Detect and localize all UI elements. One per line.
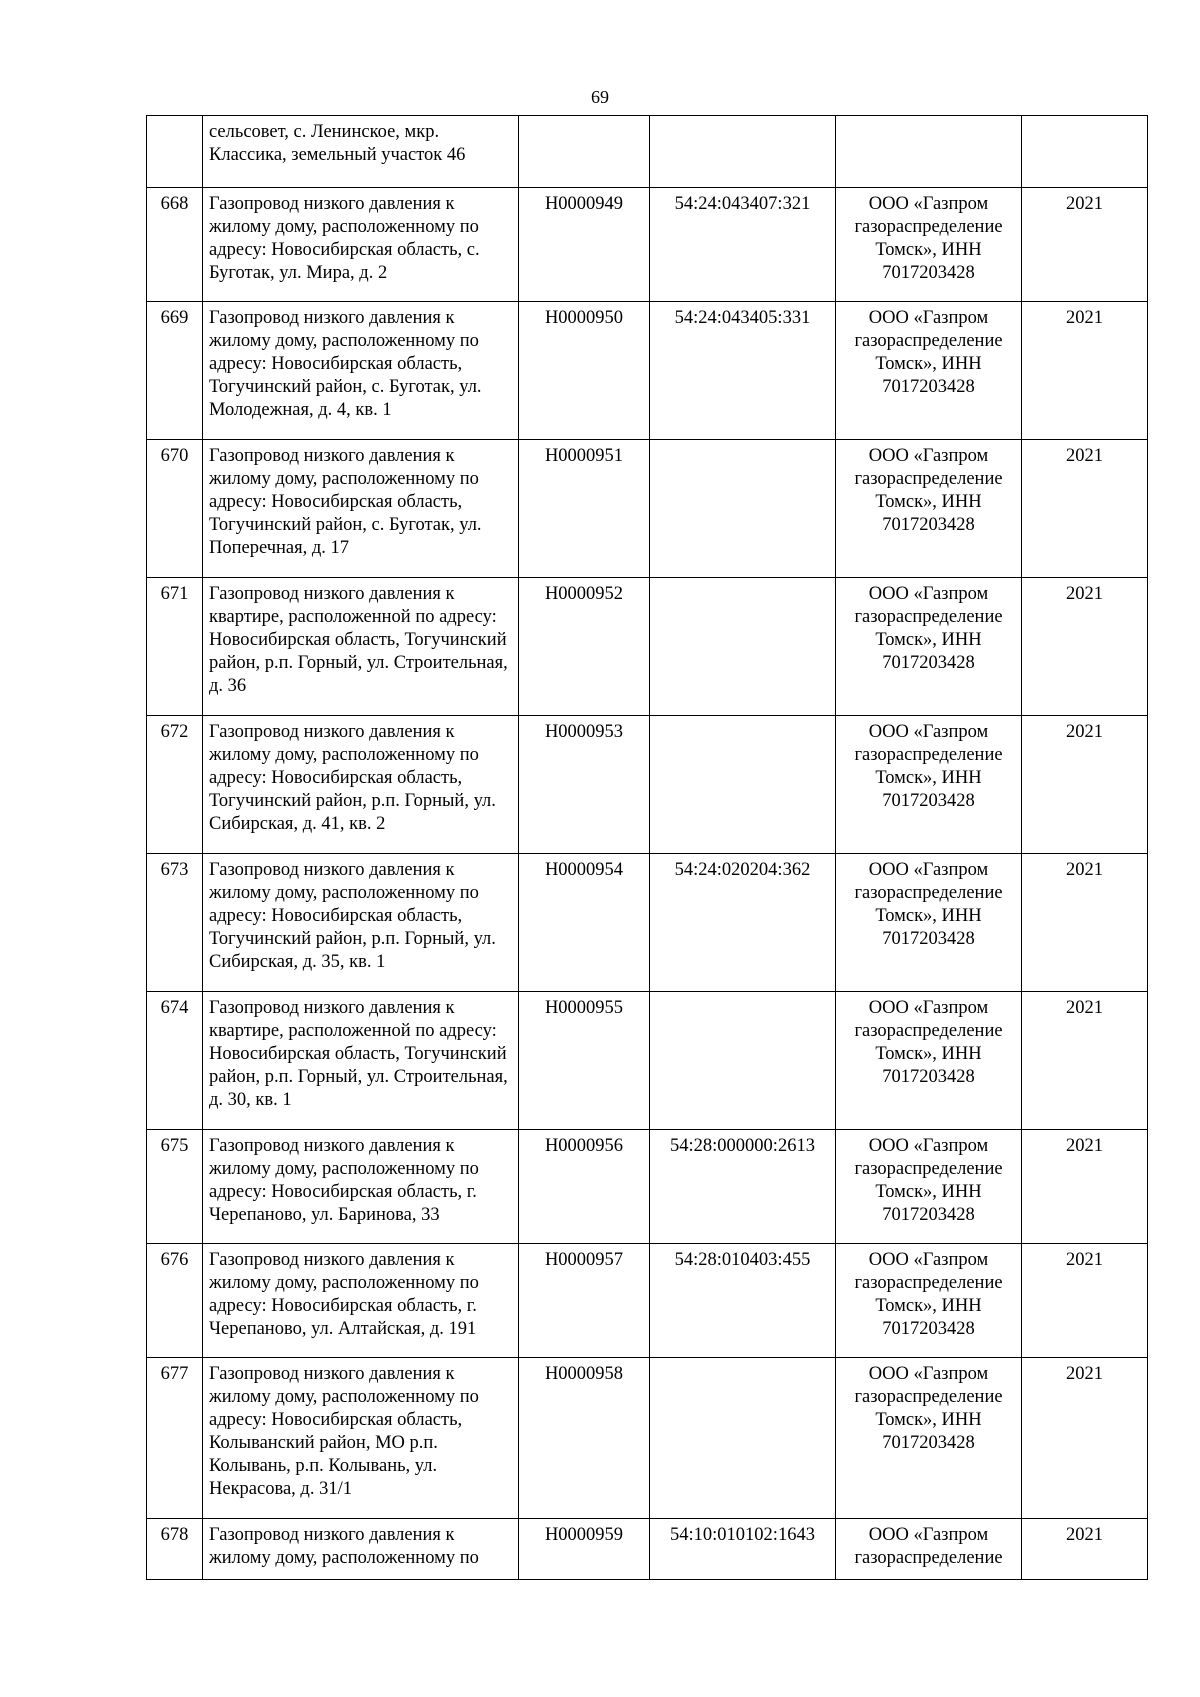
inventory-number: Н0000956 xyxy=(519,1130,650,1244)
table-row xyxy=(147,1244,1148,1358)
table-row xyxy=(147,440,1148,578)
row-number: 668 xyxy=(147,188,203,302)
inventory-number: Н0000955 xyxy=(519,992,650,1130)
cadastral-number: 54:28:000000:2613 xyxy=(650,1130,836,1244)
object-name: Газопровод низкого давления к жилому дому, расположенному по адресу: Новосибирская область, с. Буготак, ул. Мира, д. 2 xyxy=(203,188,519,302)
owner xyxy=(836,116,1022,188)
year: 2021 xyxy=(1022,1130,1148,1244)
object-name: Газопровод низкого давления к жилому дому, расположенному по адресу: Новосибирская область, Колыванский район, МО р.п. Колывань, р.п. Колывань, ул. Некрасова, д. 31/1 xyxy=(203,1358,519,1519)
cadastral-number: 54:24:043405:331 xyxy=(650,302,836,440)
year: 2021 xyxy=(1022,302,1148,440)
registry-table xyxy=(146,115,1148,1580)
object-name: Газопровод низкого давления к квартире, расположенной по адресу: Новосибирская область, Тогучинский район, р.п. Горный, ул. Строительная, д. 36 xyxy=(203,578,519,716)
year xyxy=(1022,116,1148,188)
cadastral-number xyxy=(650,116,836,188)
owner: ООО «Газпром газораспределение Томск», ИНН 7017203428 xyxy=(836,578,1022,716)
owner: ООО «Газпром газораспределение Томск», ИНН 7017203428 xyxy=(836,854,1022,992)
row-number: 672 xyxy=(147,716,203,854)
owner: ООО «Газпром газораспределение Томск», ИНН 7017203428 xyxy=(836,1130,1022,1244)
inventory-number: Н0000959 xyxy=(519,1519,650,1580)
table-row xyxy=(147,1519,1148,1580)
row-number: 669 xyxy=(147,302,203,440)
row-number: 674 xyxy=(147,992,203,1130)
row-number: 673 xyxy=(147,854,203,992)
table-row xyxy=(147,578,1148,716)
cadastral-number: 54:24:043407:321 xyxy=(650,188,836,302)
table-row xyxy=(147,992,1148,1130)
owner: ООО «Газпром газораспределение Томск», ИНН 7017203428 xyxy=(836,992,1022,1130)
table-row xyxy=(147,302,1148,440)
row-number: 675 xyxy=(147,1130,203,1244)
cadastral-number: 54:28:010403:455 xyxy=(650,1244,836,1358)
row-number: 678 xyxy=(147,1519,203,1580)
inventory-number: Н0000952 xyxy=(519,578,650,716)
object-name: Газопровод низкого давления к жилому дому, расположенному по адресу: Новосибирская область, Тогучинский район, р.п. Горный, ул. Сибирская, д. 35, кв. 1 xyxy=(203,854,519,992)
table-row xyxy=(147,116,1148,188)
year: 2021 xyxy=(1022,1244,1148,1358)
inventory-number: Н0000957 xyxy=(519,1244,650,1358)
owner: ООО «Газпром газораспределение Томск», ИНН 7017203428 xyxy=(836,716,1022,854)
owner: ООО «Газпром газораспределение Томск», ИНН 7017203428 xyxy=(836,302,1022,440)
row-number: 676 xyxy=(147,1244,203,1358)
owner: ООО «Газпром газораспределение Томск», ИНН 7017203428 xyxy=(836,188,1022,302)
year: 2021 xyxy=(1022,1358,1148,1519)
inventory-number: Н0000958 xyxy=(519,1358,650,1519)
owner: ООО «Газпром газораспределение Томск», ИНН 7017203428 xyxy=(836,440,1022,578)
cadastral-number: 54:24:020204:362 xyxy=(650,854,836,992)
cadastral-number xyxy=(650,440,836,578)
table-row xyxy=(147,854,1148,992)
page-number: 69 xyxy=(591,87,609,107)
year: 2021 xyxy=(1022,440,1148,578)
table-row xyxy=(147,188,1148,302)
object-name: Газопровод низкого давления к жилому дому, расположенному по адресу: Новосибирская область, г. Черепаново, ул. Алтайская, д. 191 xyxy=(203,1244,519,1358)
year: 2021 xyxy=(1022,578,1148,716)
inventory-number: Н0000949 xyxy=(519,188,650,302)
owner: ООО «Газпром газораспределение xyxy=(836,1519,1022,1580)
row-number: 671 xyxy=(147,578,203,716)
year: 2021 xyxy=(1022,992,1148,1130)
inventory-number xyxy=(519,116,650,188)
table-row xyxy=(147,716,1148,854)
inventory-number: Н0000953 xyxy=(519,716,650,854)
row-number: 670 xyxy=(147,440,203,578)
inventory-number: Н0000950 xyxy=(519,302,650,440)
object-name: Газопровод низкого давления к квартире, расположенной по адресу: Новосибирская область, Тогучинский район, р.п. Горный, ул. Строительная, д. 30, кв. 1 xyxy=(203,992,519,1130)
object-name: Газопровод низкого давления к жилому дому, расположенному по адресу: Новосибирская область, Тогучинский район, с. Буготак, ул. Молодежная, д. 4, кв. 1 xyxy=(203,302,519,440)
owner: ООО «Газпром газораспределение Томск», ИНН 7017203428 xyxy=(836,1244,1022,1358)
row-number xyxy=(147,116,203,188)
cadastral-number xyxy=(650,578,836,716)
inventory-number: Н0000954 xyxy=(519,854,650,992)
cadastral-number xyxy=(650,992,836,1130)
table-row xyxy=(147,1358,1148,1519)
inventory-number: Н0000951 xyxy=(519,440,650,578)
cadastral-number xyxy=(650,716,836,854)
owner: ООО «Газпром газораспределение Томск», ИНН 7017203428 xyxy=(836,1358,1022,1519)
year: 2021 xyxy=(1022,854,1148,992)
object-name: Газопровод низкого давления к жилому дому, расположенному по адресу: Новосибирская область, г. Черепаново, ул. Баринова, 33 xyxy=(203,1130,519,1244)
year: 2021 xyxy=(1022,1519,1148,1580)
cadastral-number: 54:10:010102:1643 xyxy=(650,1519,836,1580)
year: 2021 xyxy=(1022,188,1148,302)
row-number: 677 xyxy=(147,1358,203,1519)
object-name: сельсовет, с. Ленинское, мкр. Классика, земельный участок 46 xyxy=(203,116,519,188)
year: 2021 xyxy=(1022,716,1148,854)
table-row xyxy=(147,1130,1148,1244)
cadastral-number xyxy=(650,1358,836,1519)
object-name: Газопровод низкого давления к жилому дому, расположенному по адресу: Новосибирская область, Тогучинский район, р.п. Горный, ул. Сибирская, д. 41, кв. 2 xyxy=(203,716,519,854)
object-name: Газопровод низкого давления к жилому дому, расположенному по адресу: Новосибирская область, Тогучинский район, с. Буготак, ул. Поперечная, д. 17 xyxy=(203,440,519,578)
object-name: Газопровод низкого давления к жилому дому, расположенному по xyxy=(203,1519,519,1580)
